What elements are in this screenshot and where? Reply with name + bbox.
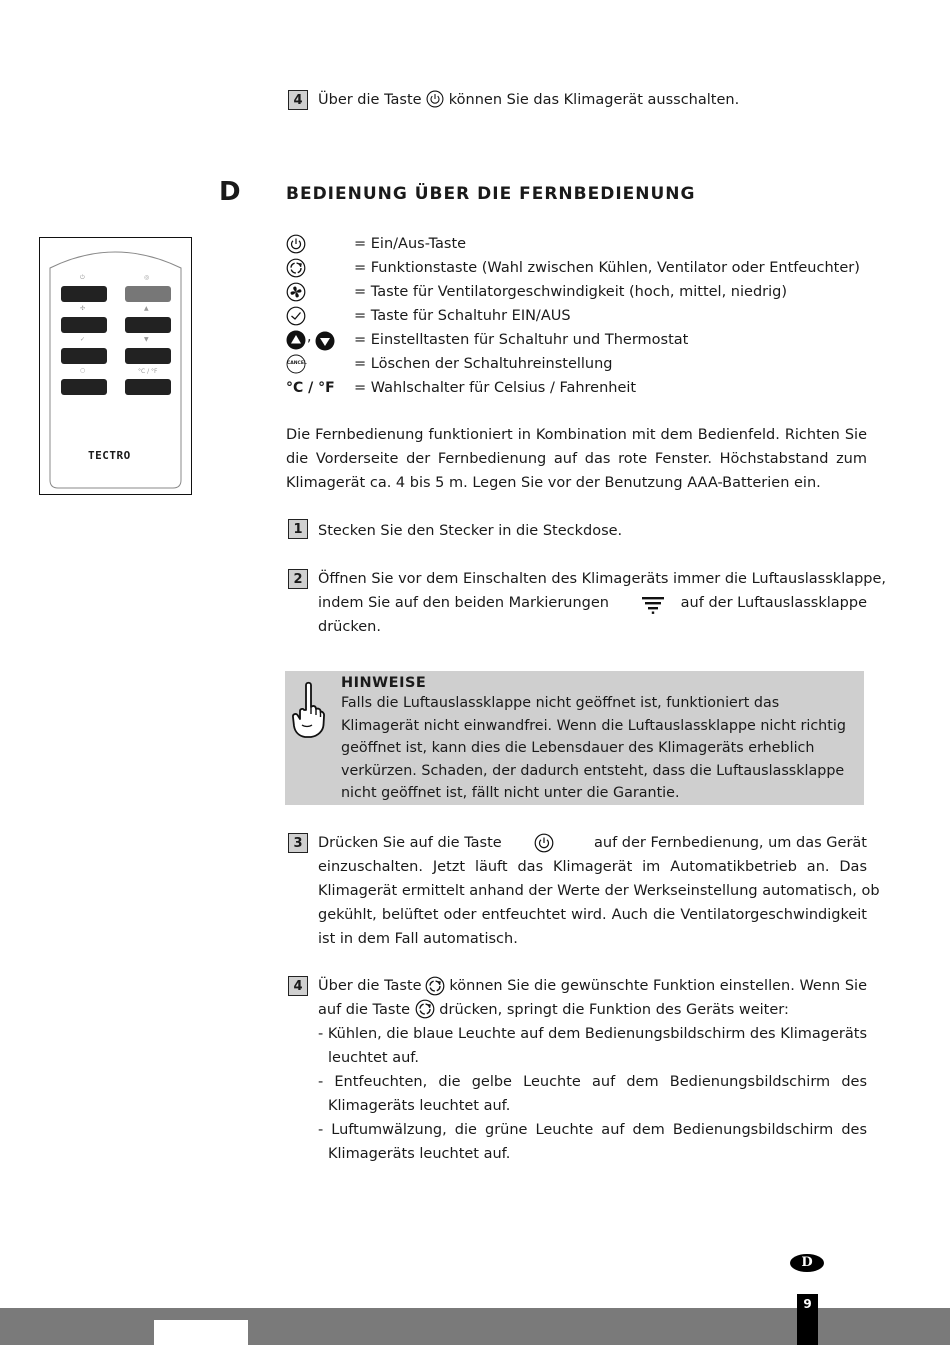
step3-line: ist in dem Fall automatisch.: [318, 931, 518, 947]
vent-marking-icon: [642, 595, 664, 615]
step4-line-2-before: auf die Taste: [318, 1002, 411, 1018]
section-title: BEDIENUNG ÜBER DIE FERNBEDIENUNG: [286, 184, 696, 204]
power-icon: [534, 833, 554, 853]
step-number-box: 4: [288, 90, 308, 110]
remote-cancel-symbol: ○: [80, 367, 86, 374]
remote-button-temp: [125, 379, 171, 395]
fan-icon: [286, 282, 306, 302]
step3-line: gekühlt, belüftet oder entfeuchtet wird. Auch die Ventilatorgeschwindigkeit: [318, 907, 867, 923]
step4-bullet-line: - Luftumwälzung, die grüne Leuchte auf dem Bedienungsbildschirm des: [318, 1122, 867, 1138]
step4-line-1: [318, 974, 867, 998]
intro-line-2: die Vorderseite der Fernbedienung auf das rote Fenster. Höchstabstand zum: [286, 451, 867, 467]
note-line: verkürzen. Schaden, der dadurch entsteht, dass die Luftauslassklappe: [341, 762, 845, 779]
top-step-line: [318, 88, 739, 112]
remote-up-symbol: ▲: [144, 305, 149, 312]
remote-function-symbol: ◎: [144, 274, 150, 281]
legend-comma: ,: [307, 329, 312, 345]
celsius-fahrenheit-label: °C / °F: [286, 380, 335, 396]
legend-text-fan: = Taste für Ventilatorgeschwindigkeit (hoch, mittel, niedrig): [354, 284, 787, 300]
top-step-text-before: Über die Taste: [318, 92, 422, 108]
power-icon: [286, 234, 306, 254]
step1-text: Stecken Sie den Stecker in die Steckdose.: [318, 523, 623, 539]
note-line: geöffnet ist, kann dies die Lebensdauer des Klimageräts erheblich: [341, 740, 815, 756]
function-icon: [286, 258, 306, 278]
note-title: HINWEISE: [341, 675, 427, 691]
pointing-hand-icon: [291, 679, 325, 743]
step4-bullet-continuation: leuchtet auf.: [328, 1050, 419, 1066]
intro-line-1: Die Fernbedienung funktioniert in Kombination mit dem Bedienfeld. Richten Sie: [286, 427, 867, 443]
step2-line-3: drücken.: [318, 619, 381, 635]
step4-line-2: [318, 998, 789, 1022]
legend-text-cancel: = Löschen der Schaltuhreinstellung: [354, 356, 613, 372]
step2-line-2-after: auf der Luftauslassklappe: [680, 595, 867, 611]
step4-line-2-after: drücken, springt die Funktion des Geräts weiter:: [439, 1002, 789, 1018]
step4-line-1-after: können Sie die gewünschte Funktion einstellen. Wenn Sie: [449, 978, 867, 994]
legend-text-function: = Funktionstaste (Wahl zwischen Kühlen, Ventilator oder Entfeuchter): [354, 260, 860, 276]
page-number: 9: [797, 1294, 818, 1345]
step4-bullet-line: - Kühlen, die blaue Leuchte auf dem Bedienungsbildschirm des Klimageräts: [318, 1026, 868, 1042]
note-line: Falls die Luftauslassklappe nicht geöffnet ist, funktioniert das: [341, 695, 780, 711]
step-number-box: 3: [288, 833, 308, 853]
step2-line-2-before: indem Sie auf den beiden Markierungen: [318, 595, 609, 611]
remote-button-power: [61, 286, 107, 302]
section-letter: D: [219, 177, 241, 207]
remote-button-function: [125, 286, 171, 302]
step3-line-1-after: auf der Fernbedienung, um das Gerät: [594, 835, 867, 851]
top-step-text-after: können Sie das Klimagerät ausschalten.: [448, 92, 740, 108]
step4-line-1-before: Über die Taste: [318, 978, 422, 994]
step4-bullet-line: - Entfeuchten, die gelbe Leuchte auf dem Bedienungsbildschirm des: [318, 1074, 867, 1090]
step-number-box: 1: [288, 519, 308, 539]
step2-line-2: [318, 591, 867, 615]
remote-button-down: [125, 348, 171, 364]
note-box: [285, 671, 864, 805]
remote-brand-logo: TECTRO: [88, 449, 131, 462]
step3-line: einzuschalten. Jetzt läuft das Klimagerät im Automatikbetrieb an. Das: [318, 859, 867, 875]
remote-fan-symbol: ✣: [80, 305, 86, 312]
step3-line-1-before: Drücken Sie auf die Taste: [318, 835, 502, 851]
legend-text-timer: = Taste für Schaltuhr EIN/AUS: [354, 308, 571, 324]
power-icon: [426, 90, 444, 108]
remote-power-symbol: ⏻: [80, 274, 85, 281]
step-number-box: 2: [288, 569, 308, 589]
intro-line-3: Klimagerät ca. 4 bis 5 m. Legen Sie vor der Benutzung AAA-Batterien ein.: [286, 475, 821, 491]
legend-text-up-down: = Einstelltasten für Schaltuhr und Thermostat: [354, 332, 689, 348]
remote-button-up: [125, 317, 171, 333]
remote-temp-label: °C / °F: [138, 368, 158, 375]
note-line: nicht geöffnet ist, fällt nicht unter die Garantie.: [341, 785, 680, 801]
step4-bullet-continuation: Klimageräts leuchtet auf.: [328, 1146, 511, 1162]
up-arrow-icon: [286, 330, 306, 350]
step2-line-1: Öffnen Sie vor dem Einschalten des Klimageräts immer die Luftauslassklappe,: [318, 571, 887, 587]
remote-button-fan: [61, 317, 107, 333]
remote-button-cancel: [61, 379, 107, 395]
remote-button-timer: [61, 348, 107, 364]
function-icon: [415, 999, 435, 1019]
step3-line: Klimagerät ermittelt anhand der Werte der Werkseinstellung automatisch, ob: [318, 883, 880, 899]
remote-control-illustration: [39, 237, 192, 495]
language-badge: D: [790, 1254, 824, 1272]
remote-clock-symbol: ✓: [80, 336, 86, 343]
clock-icon: [286, 306, 306, 326]
note-line: Klimagerät nicht einwandfrei. Wenn die Luftauslassklappe nicht richtig: [341, 717, 846, 734]
function-icon: [425, 976, 445, 996]
step4-bullet-continuation: Klimageräts leuchtet auf.: [328, 1098, 511, 1114]
step-number-box: 4: [288, 976, 308, 996]
remote-down-symbol: ▼: [144, 336, 149, 343]
footer-white-block: [154, 1320, 248, 1345]
legend-text-celsius: = Wahlschalter für Celsius / Fahrenheit: [354, 380, 637, 396]
legend-text-power: = Ein/Aus-Taste: [354, 236, 467, 252]
cancel-icon-label: CANCEL: [287, 361, 307, 366]
step3-line-1: [318, 831, 867, 855]
down-arrow-icon: [315, 331, 335, 351]
